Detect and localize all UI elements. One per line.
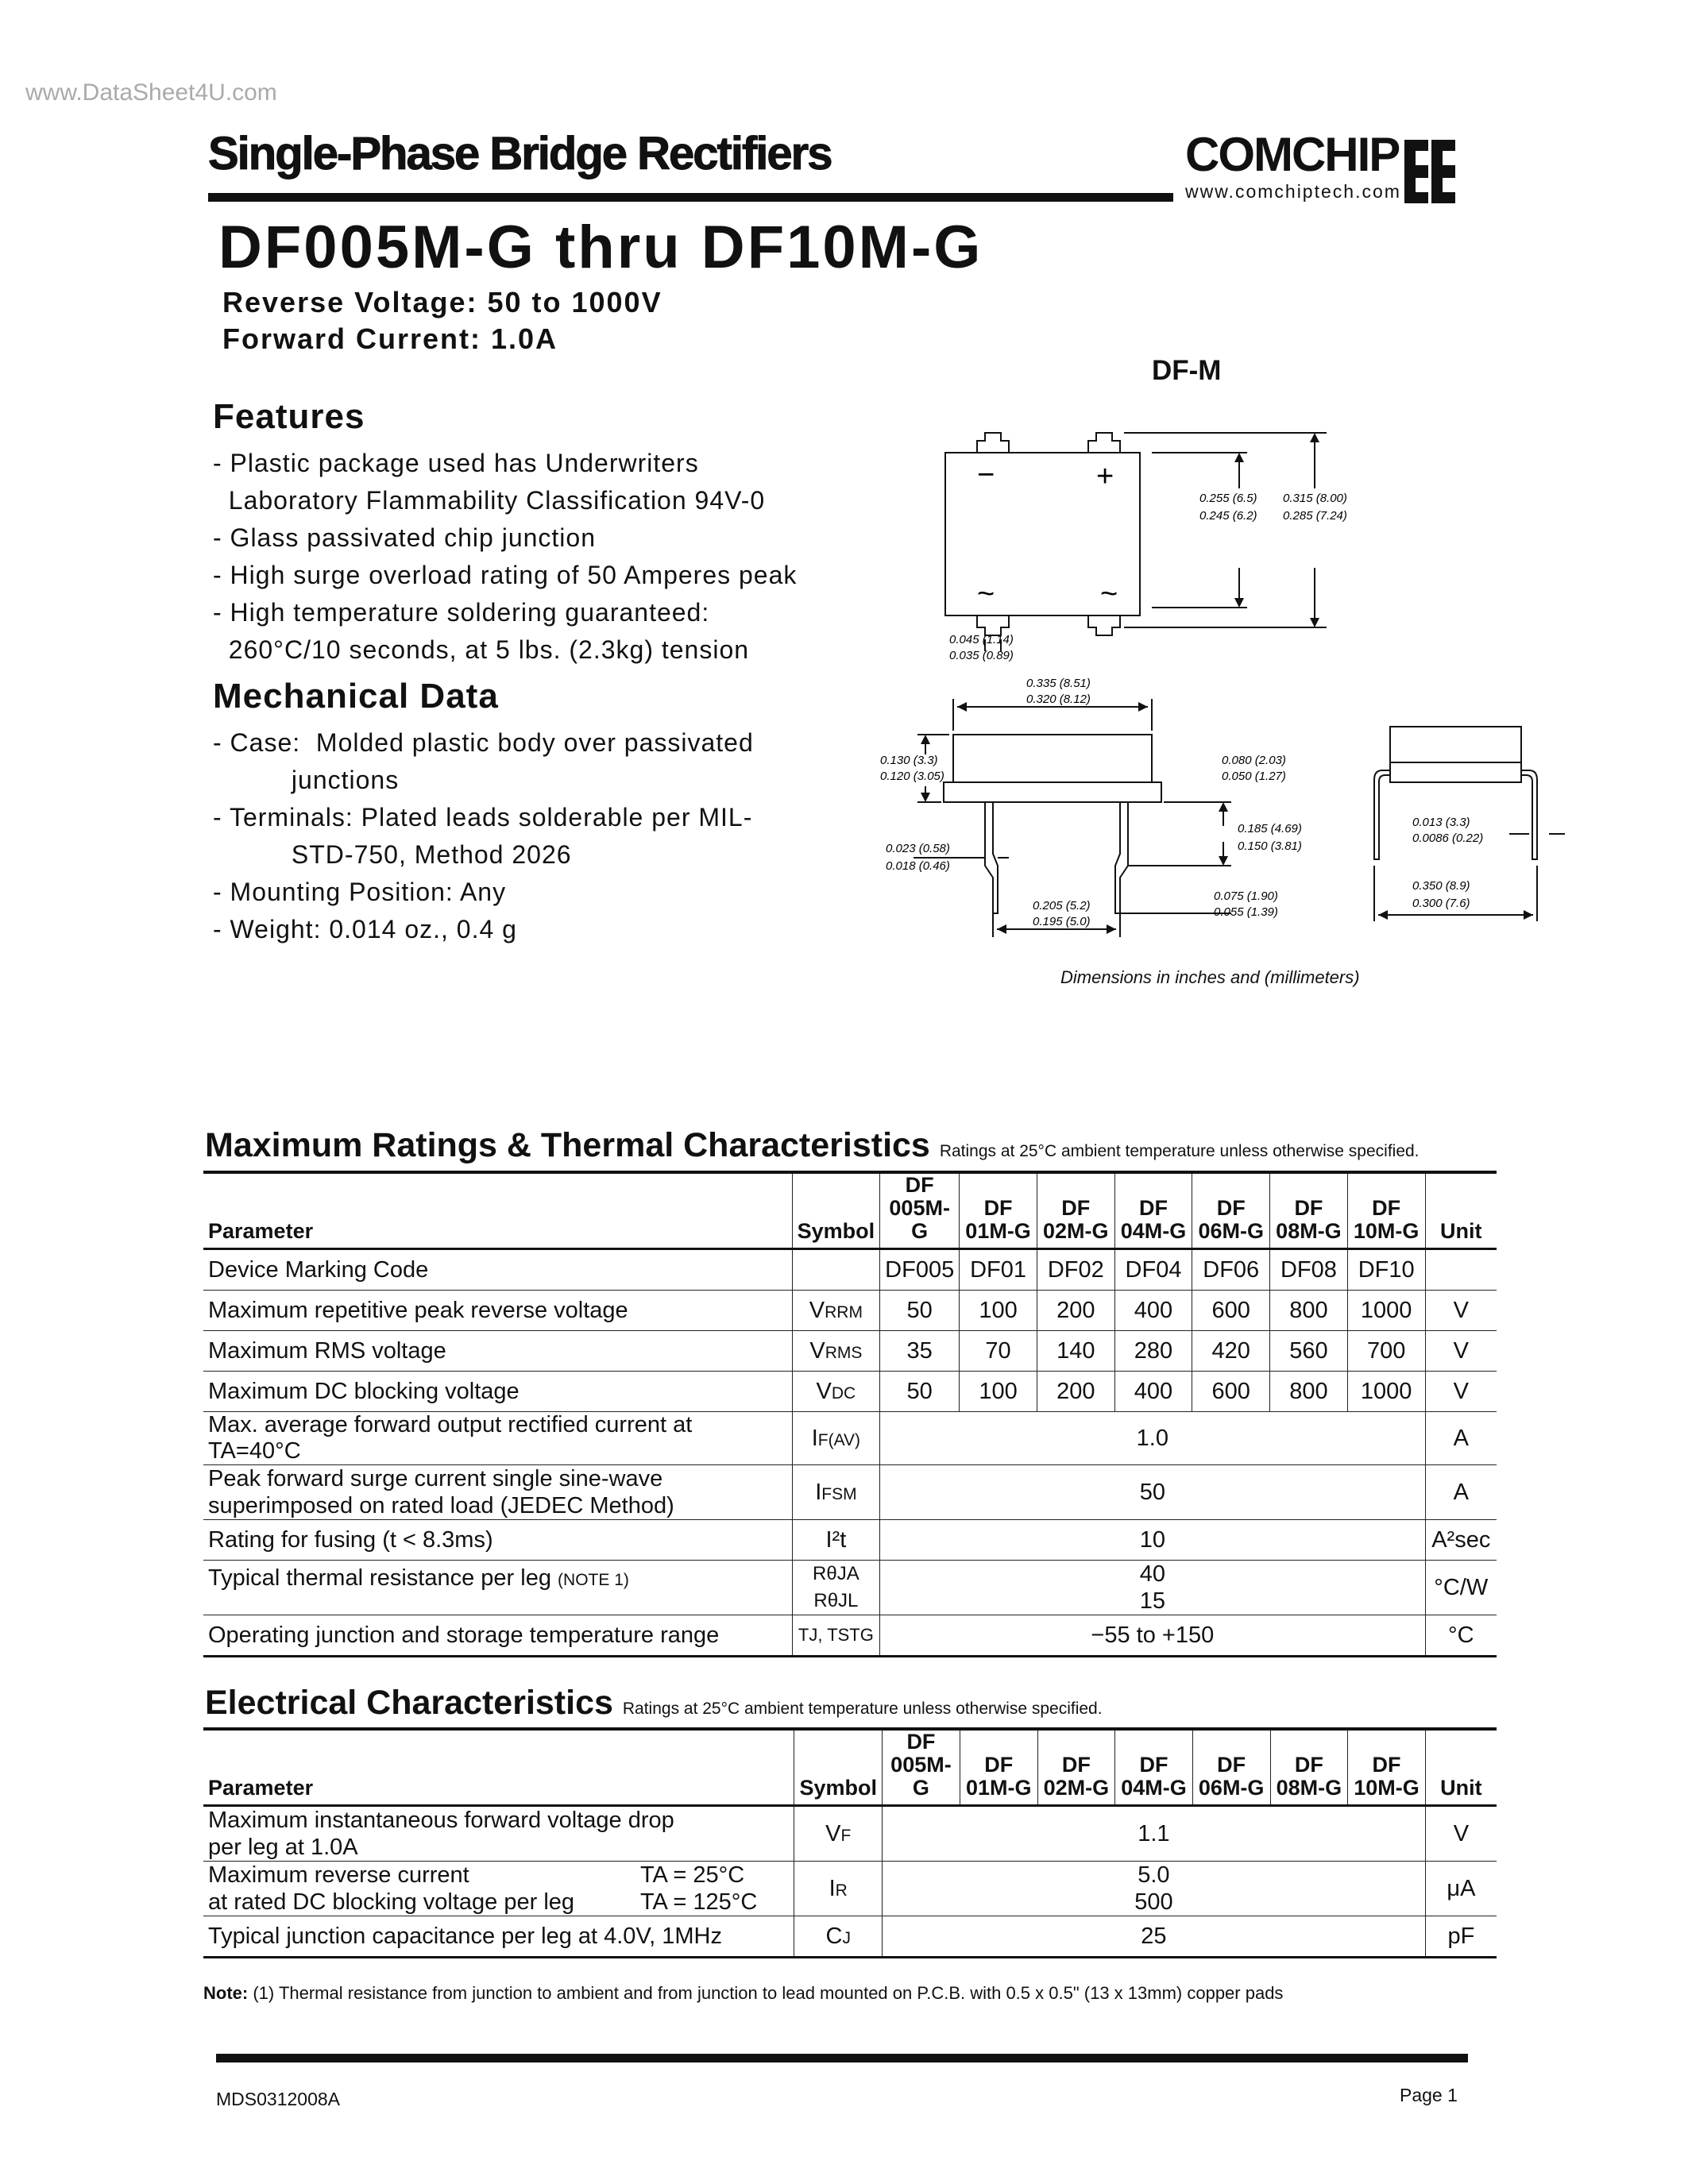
list-item: - Plastic package used has Underwriters: [213, 449, 699, 477]
dim-label: 0.018 (0.46): [886, 859, 950, 873]
col-unit: Unit: [1425, 1172, 1497, 1249]
col-parameter: Parameter: [203, 1172, 792, 1249]
package-outline-drawing: [850, 413, 1565, 969]
col-model: DF 005M-G: [880, 1172, 960, 1249]
dim-label: 0.315 (8.00): [1283, 492, 1347, 505]
title-divider: [208, 193, 1173, 202]
table-row: Maximum DC blocking voltage VDC 50 100 200 400 600 800 1000 V: [203, 1372, 1497, 1412]
footnote-label: Note:: [203, 1983, 249, 2003]
electrical-table: [203, 1727, 1497, 1958]
list-item: Laboratory Flammability Classification 94V-0: [213, 486, 766, 515]
table-row: Maximum repetitive peak reverse voltage VRRM 50 100 200 400 600 800 1000 V: [203, 1291, 1497, 1331]
dim-label: 0.300 (7.6): [1412, 897, 1470, 910]
page-title: Single-Phase Bridge Rectifiers: [208, 128, 832, 179]
dim-label: 0.255 (6.5): [1199, 492, 1257, 505]
col-model: DF 01M-G: [960, 1172, 1037, 1249]
comchip-logo-icon: [1404, 140, 1460, 203]
dim-label: 0.130 (3.3): [880, 754, 938, 767]
dim-label: 0.0086 (0.22): [1412, 832, 1484, 845]
dim-label: 0.055 (1.39): [1214, 905, 1278, 919]
dim-label: 0.195 (5.0): [1033, 915, 1091, 928]
table-row: Typical thermal resistance per leg (NOTE 1) RθJA RθJL 40 15 °C/W: [203, 1561, 1497, 1615]
dim-label: 0.350 (8.9): [1412, 879, 1470, 893]
list-item: - Mounting Position: Any: [213, 878, 507, 906]
features-heading: Features: [213, 397, 365, 436]
electrical-title: [205, 1684, 1103, 1723]
table-row: Max. average forward output rectified current at TA=40°C IF(AV) 1.0 A: [203, 1412, 1497, 1465]
footnote-text: (1) Thermal resistance from junction to ambient and from junction to lead mounted on P.C.B. with 0.5 x 0.5" (13 x 13mm) copper pads: [253, 1983, 1284, 2003]
brand-name: COMCHIP: [1185, 128, 1400, 181]
col-symbol: Symbol: [792, 1172, 880, 1249]
dim-label: 0.045 (1.14): [949, 633, 1014, 646]
mechanical-heading: Mechanical Data: [213, 677, 499, 716]
watermark: www.DataSheet4U.com: [25, 79, 277, 106]
pin-minus-label: −: [977, 458, 995, 492]
table-row: Rating for fusing (t < 8.3ms) I²t 10 A²sec: [203, 1520, 1497, 1561]
footer-divider: [216, 2054, 1468, 2062]
table-header-row: [203, 1172, 1497, 1249]
table-header-row: Parameter Symbol DF 005M-G DF 01M-G DF 02M-G DF 04M-G DF 06M-G DF 08M-G DF 10M-G Unit: [203, 1729, 1497, 1806]
max-ratings-subtitle: Ratings at 25°C ambient temperature unless otherwise specified.: [939, 1142, 1420, 1160]
electrical-subtitle: Ratings at 25°C ambient temperature unless otherwise specified.: [622, 1700, 1103, 1718]
max-ratings-table: [203, 1171, 1497, 1657]
table-row: Device Marking Code DF005 DF01 DF02 DF04 DF06 DF08 DF10: [203, 1249, 1497, 1291]
max-ratings-title: [205, 1126, 1420, 1165]
list-item: - Case: Molded plastic body over passivated: [213, 728, 754, 757]
col-model: DF 06M-G: [1192, 1172, 1270, 1249]
max-ratings-title-text: Maximum Ratings & Thermal Characteristics: [205, 1126, 930, 1164]
pin-plus-label: +: [1096, 460, 1114, 493]
mechanical-list: [213, 724, 754, 948]
pin-ac2-label: ~: [1100, 577, 1118, 611]
package-name: DF-M: [1152, 355, 1222, 386]
list-item: - High surge overload rating of 50 Amperes peak: [213, 561, 798, 589]
document-code: MDS0312008A: [216, 2089, 340, 2109]
features-list: [213, 445, 797, 669]
dim-label: 0.120 (3.05): [880, 770, 944, 783]
list-item: - Weight: 0.014 oz., 0.4 g: [213, 915, 517, 943]
col-model: DF 08M-G: [1270, 1172, 1348, 1249]
table-row: Peak forward surge current single sine-wave superimposed on rated load (JEDEC Method) IFSM 50 A: [203, 1465, 1497, 1520]
dim-label: 0.205 (5.2): [1033, 899, 1091, 913]
dim-label: 0.245 (6.2): [1199, 509, 1257, 523]
list-item: junctions: [213, 766, 400, 794]
page-number: Page 1: [1400, 2085, 1458, 2105]
dim-label: 0.150 (3.81): [1238, 839, 1302, 853]
col-model: DF 04M-G: [1114, 1172, 1192, 1249]
dim-label: 0.075 (1.90): [1214, 889, 1278, 903]
list-item: - Terminals: Plated leads solderable per MIL-: [213, 803, 753, 832]
dim-label: 0.035 (0.89): [949, 649, 1014, 662]
forward-current: Forward Current: 1.0A: [222, 322, 558, 355]
table-row: Maximum instantaneous forward voltage drop per leg at 1.0A VF 1.1 V: [203, 1806, 1497, 1862]
dimensions-note: Dimensions in inches and (millimeters): [1060, 967, 1360, 987]
part-number-range: DF005M-G thru DF10M-G: [218, 214, 983, 281]
col-model: DF 02M-G: [1037, 1172, 1114, 1249]
dim-label: 0.285 (7.24): [1283, 509, 1347, 523]
footnote: [203, 1983, 1283, 2004]
table-row: Maximum reverse current TA = 25°C at rated DC blocking voltage per leg TA = 125°C IR 5.0 500 μA: [203, 1862, 1497, 1916]
pin-ac1-label: ~: [977, 577, 995, 611]
list-item: - High temperature soldering guaranteed:: [213, 598, 710, 627]
dim-label: 0.185 (4.69): [1238, 822, 1302, 835]
dim-label: 0.335 (8.51): [1026, 677, 1091, 690]
table-row: Operating junction and storage temperature range TJ, TSTG −55 to +150 °C: [203, 1615, 1497, 1657]
electrical-title-text: Electrical Characteristics: [205, 1684, 613, 1722]
dim-label: 0.320 (8.12): [1026, 693, 1091, 706]
list-item: - Glass passivated chip junction: [213, 523, 596, 552]
dim-label: 0.023 (0.58): [886, 842, 950, 855]
reverse-voltage: Reverse Voltage: 50 to 1000V: [222, 286, 662, 318]
list-item: 260°C/10 seconds, at 5 lbs. (2.3kg) tension: [213, 635, 750, 664]
col-model: DF 10M-G: [1347, 1172, 1425, 1249]
dim-label: 0.050 (1.27): [1222, 770, 1286, 783]
list-item: STD-750, Method 2026: [213, 840, 572, 869]
table-row: Typical junction capacitance per leg at 4.0V, 1MHz CJ 25 pF: [203, 1916, 1497, 1958]
table-row: Maximum RMS voltage VRMS 35 70 140 280 420 560 700 V: [203, 1331, 1497, 1372]
brand-url: www.comchiptech.com: [1185, 181, 1401, 202]
dim-label: 0.013 (3.3): [1412, 816, 1470, 829]
dim-label: 0.080 (2.03): [1222, 754, 1286, 767]
